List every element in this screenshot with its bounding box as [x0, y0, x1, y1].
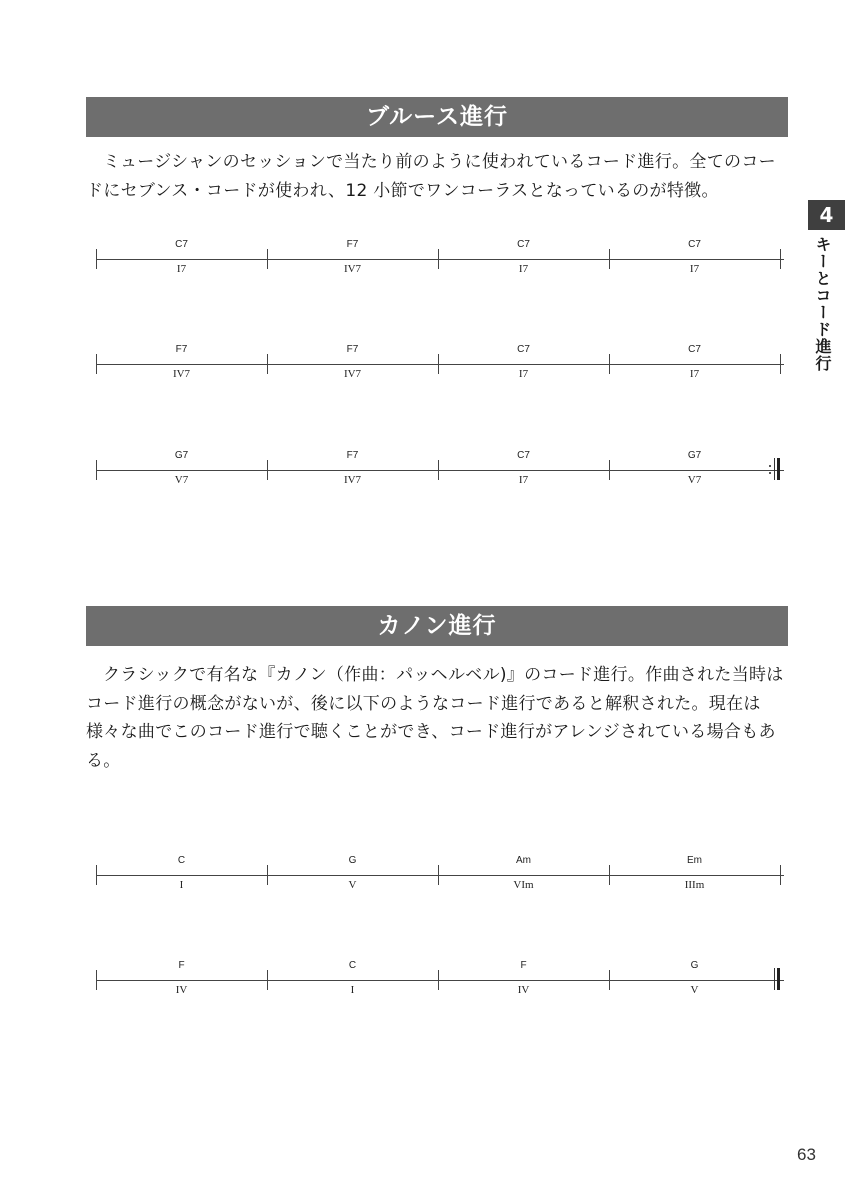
- chapter-title: キーとコード進行: [813, 236, 832, 372]
- measure: [267, 344, 438, 394]
- measure: [96, 239, 267, 289]
- barline: [780, 865, 781, 885]
- barline: [780, 354, 781, 374]
- barline: [780, 249, 781, 269]
- staff-row: [96, 960, 784, 1010]
- roman-numeral: IV7: [343, 474, 362, 486]
- roman-numeral: IV7: [172, 368, 191, 380]
- staff-row: [96, 344, 784, 394]
- chord-symbol: F7: [175, 344, 188, 355]
- chord-symbol: C: [177, 855, 186, 866]
- chord-symbol: C: [348, 960, 357, 971]
- roman-numeral: IV7: [343, 368, 362, 380]
- measure: [267, 450, 438, 500]
- measure: [438, 239, 609, 289]
- canon-description: クラシックで有名な『カノン（作曲：パッヘルベル)』のコード進行。作曲された当時はコード進行の概念がないが、後に以下のようなコード進行であると解釈された。現在は様々な曲でこのコード進行で聴くことができ、コード進行がアレンジされている場合もある。: [86, 665, 784, 771]
- chord-symbol: F: [178, 960, 185, 971]
- roman-numeral: VIm: [513, 879, 534, 891]
- roman-numeral: I: [179, 879, 184, 891]
- roman-numeral: IV: [175, 984, 188, 996]
- measure: [438, 960, 609, 1010]
- roman-numeral: V7: [687, 474, 702, 486]
- roman-numeral: I7: [689, 368, 700, 380]
- roman-numeral: I7: [518, 368, 529, 380]
- roman-numeral: IV7: [343, 263, 362, 275]
- chord-symbol: F7: [346, 450, 359, 461]
- roman-numeral: V: [348, 879, 357, 891]
- roman-numeral: V: [690, 984, 699, 996]
- measure: [267, 239, 438, 289]
- measure: [609, 855, 780, 905]
- chord-symbol: C7: [517, 239, 530, 250]
- chord-symbol: G7: [174, 450, 189, 461]
- chord-symbol: F7: [346, 239, 359, 250]
- chord-symbol: Em: [687, 855, 702, 866]
- measure: [267, 855, 438, 905]
- roman-numeral: I7: [518, 263, 529, 275]
- measure: [267, 960, 438, 1010]
- roman-numeral: IV: [517, 984, 530, 996]
- chord-symbol: C7: [517, 450, 530, 461]
- measure: [609, 450, 780, 500]
- chapter-number-tab: 4: [808, 200, 845, 230]
- staff-row: [96, 239, 784, 289]
- measure: [609, 344, 780, 394]
- staff-row: [96, 855, 784, 905]
- roman-numeral: I7: [689, 263, 700, 275]
- canon-section-title: カノン進行: [86, 606, 788, 646]
- blues-section-title: ブルース進行: [86, 97, 788, 137]
- measure: [609, 239, 780, 289]
- chord-symbol: C7: [688, 344, 701, 355]
- measure: [96, 855, 267, 905]
- measure: [438, 344, 609, 394]
- measure: [96, 344, 267, 394]
- roman-numeral: I7: [176, 263, 187, 275]
- measure: [438, 450, 609, 500]
- staff-row: [96, 450, 784, 500]
- chord-symbol: Am: [516, 855, 531, 866]
- roman-numeral: I: [350, 984, 355, 996]
- roman-numeral: I7: [518, 474, 529, 486]
- chord-symbol: C7: [688, 239, 701, 250]
- page-number: 63: [797, 1145, 816, 1164]
- chord-symbol: C7: [175, 239, 188, 250]
- measure: [96, 960, 267, 1010]
- chord-symbol: C7: [517, 344, 530, 355]
- measure: [438, 855, 609, 905]
- chord-symbol: G: [690, 960, 699, 971]
- chord-symbol: G7: [687, 450, 702, 461]
- chord-symbol: F7: [346, 344, 359, 355]
- measure: [96, 450, 267, 500]
- roman-numeral: V7: [174, 474, 189, 486]
- blues-description: ミュージシャンのセッションで当たり前のように使われているコード進行。全てのコードにセブンス・コードが使われ、12 小節でワンコーラスとなっているのが特徴。: [86, 152, 776, 201]
- chord-symbol: G: [348, 855, 357, 866]
- roman-numeral: IIIm: [684, 879, 705, 891]
- chord-symbol: F: [520, 960, 527, 971]
- measure: [609, 960, 780, 1010]
